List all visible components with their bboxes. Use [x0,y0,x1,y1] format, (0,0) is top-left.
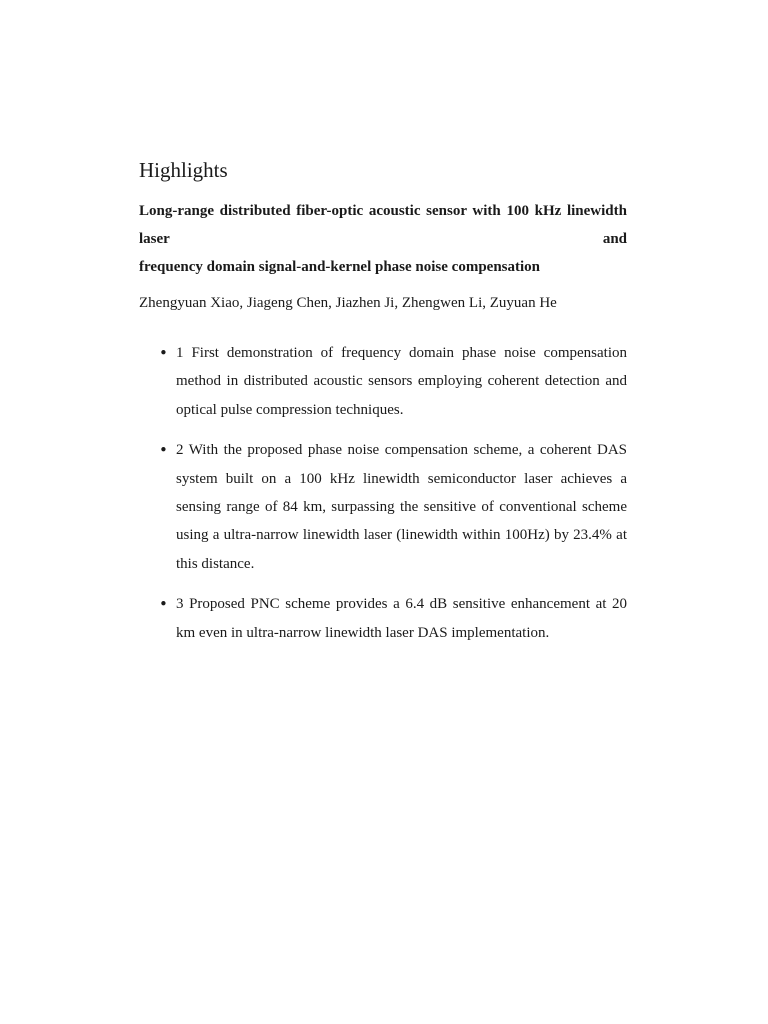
list-item [139,436,627,578]
author-list: Zhengyuan Xiao, Jiageng Chen, Jiazhen Ji, Zhengwen Li, Zuyuan He [139,295,557,311]
highlight-text-3: 3 Proposed PNC scheme provides a 6.4 dB sensitive enhancement at 20 km even in ultra-narrow linewidth laser DAS implementation. [176,596,627,641]
highlights-page [139,155,627,659]
bullet-icon: • [159,344,168,362]
highlights-list [139,339,627,647]
highlight-text-1: 1 First demonstration of frequency domain phase noise compensation method in distributed acoustic sensors employing coherent detection and optical pulse compression techniques. [176,345,627,418]
bullet-icon: • [159,595,168,614]
paper-title-line-1: Long-range distributed fiber-optic acoustic sensor with 100 kHz linewidth laser and [139,203,627,247]
list-item [139,339,627,424]
highlight-text-2: 2 With the proposed phase noise compensation scheme, a coherent DAS system built on a 100 kHz linewidth semiconductor laser achieves a sensing range of 84 km, surpassing the sensitive of conventional scheme using a ultra-narrow linewidth laser (linewidth within 100Hz) by 23.4% at this distance. [176,442,627,572]
bullet-icon: • [159,441,168,460]
page-heading: Highlights [139,158,228,182]
paper-title-line-2: frequency domain signal-and-kernel phase noise compensation [139,259,541,275]
list-item [139,590,627,647]
